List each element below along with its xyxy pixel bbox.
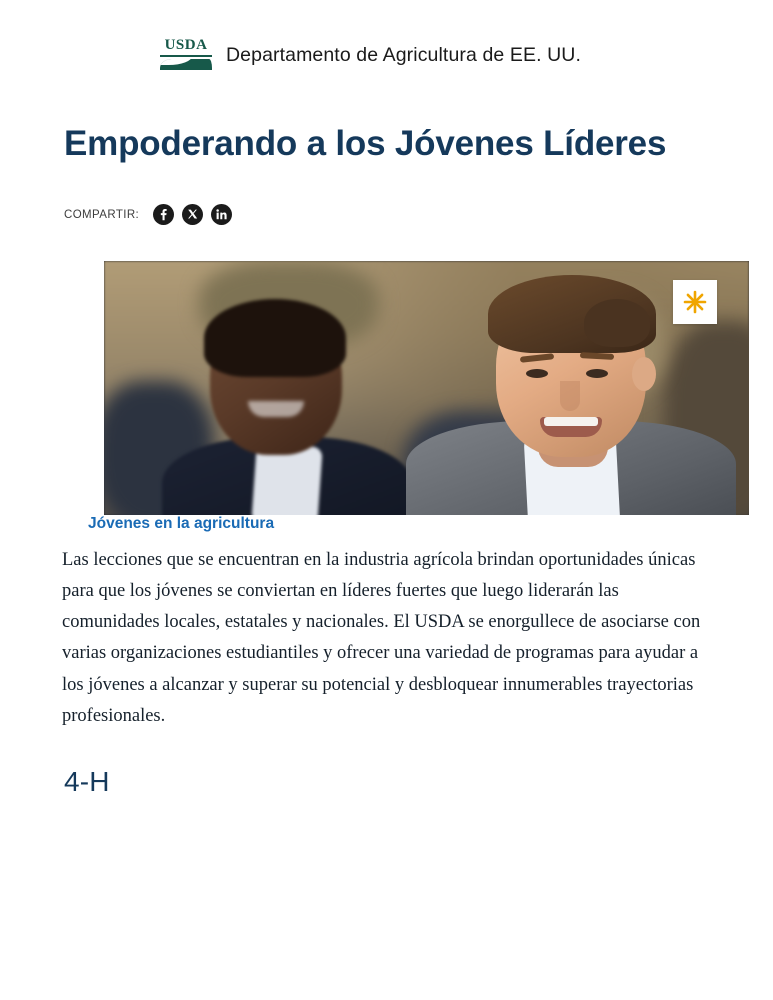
hero-person-left (182, 305, 397, 515)
site-masthead (0, 0, 773, 72)
facebook-share-button[interactable] (153, 204, 174, 225)
usda-logo-icon[interactable] (160, 38, 212, 72)
x-twitter-icon (182, 204, 203, 225)
article-paragraph: Las lecciones que se encuentran en la industria agrícola brindan oportunidades únicas para que los jóvenes se conviertan en líderes fuertes que luego liderarán las comunidades locales, estatales y nacionales. El USDA se enorgullece de asociarse con varias organizaciones estudiantiles y ofrecer una variedad de programas para ayudar a los jóvenes a alcanzar y superar su potencial y desbloquear innumerables trayectorias profesionales. (62, 550, 701, 726)
usda-logo-swoosh (160, 59, 212, 70)
article-subheading: 4-H (64, 765, 110, 797)
section-link-youth-in-agriculture[interactable]: Jóvenes en la agricultura (88, 515, 275, 533)
x-share-button[interactable] (182, 204, 203, 225)
hero-figure (40, 261, 733, 515)
bloom-asterisk-icon (682, 289, 708, 315)
usda-logo-rule (160, 55, 212, 57)
agency-name: Departamento de Agricultura de EE. UU. (226, 43, 581, 66)
share-row (0, 204, 773, 225)
linkedin-icon (211, 204, 232, 225)
linkedin-share-button[interactable] (211, 204, 232, 225)
hero-image (104, 261, 749, 515)
facebook-icon (153, 204, 174, 225)
bloom-asterisk-badge[interactable] (673, 280, 717, 324)
share-label: COMPARTIR: (64, 208, 140, 221)
page-title: Empoderando a los Jóvenes Líderes (64, 124, 667, 163)
usda-logo-text: USDA (164, 37, 208, 53)
